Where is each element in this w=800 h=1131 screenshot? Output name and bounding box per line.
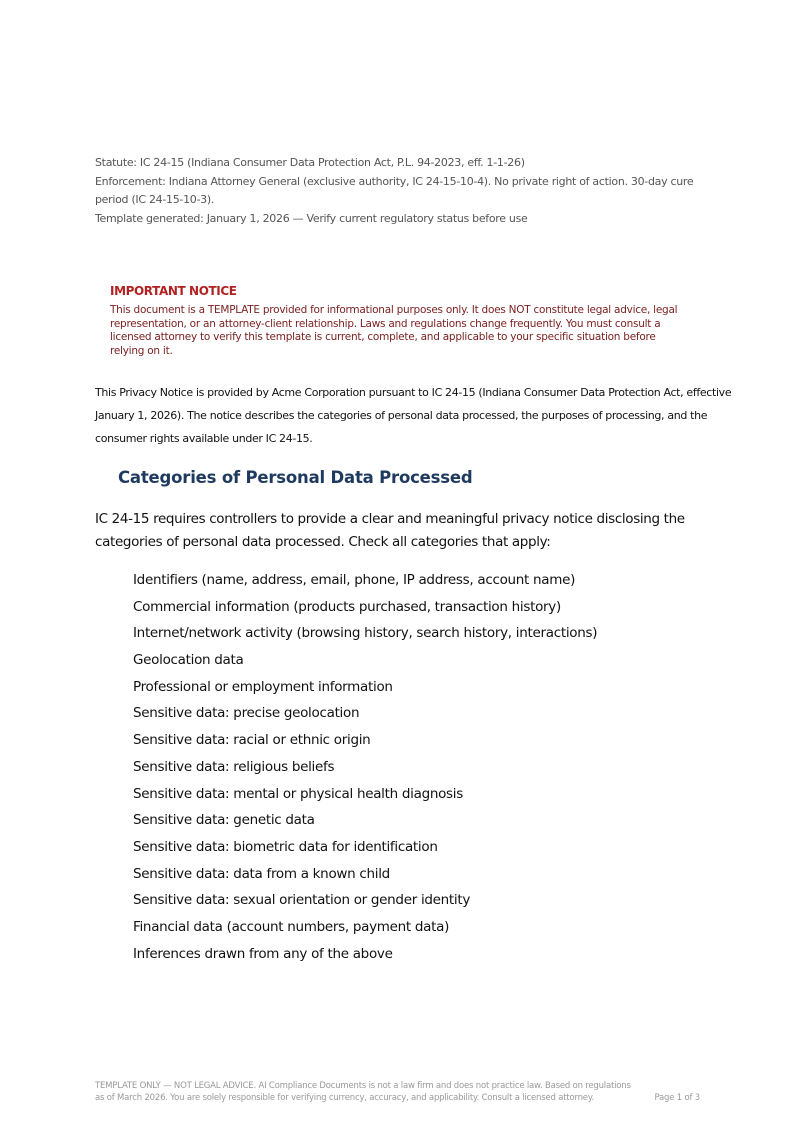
page-footer xyxy=(95,1080,705,1104)
category-list xyxy=(133,569,597,969)
category-item: Sensitive data: religious beliefs xyxy=(133,758,335,775)
enforcement-line: Enforcement: Indiana Attorney General (exclusive authority, IC 24-15-10-4). No private right of action. 30-day cure period (IC 24-15-10-3). xyxy=(95,174,694,206)
category-item: Inferences drawn from any of the above xyxy=(133,945,393,962)
category-item: Geolocation data xyxy=(133,652,244,669)
category-item: Sensitive data: biometric data for identification xyxy=(133,838,438,855)
category-item: Commercial information (products purchased, transaction history) xyxy=(133,598,561,615)
footer-disclaimer: TEMPLATE ONLY — NOT LEGAL ADVICE. AI Compliance Documents is not a law firm and does not practice law. Based on regulations as of March 2026. You are solely responsible for verifying currency, accuracy, and applicability. Consult a licensed attorney. xyxy=(95,1081,631,1103)
category-item: Professional or employment information xyxy=(133,678,393,695)
section-heading: Categories of Personal Data Processed xyxy=(118,468,473,487)
important-notice xyxy=(110,284,690,358)
category-item: Sensitive data: racial or ethnic origin xyxy=(133,732,371,749)
category-item: Sensitive data: sexual orientation or gender identity xyxy=(133,892,471,909)
notice-body: This document is a TEMPLATE provided for informational purposes only. It does NOT constitute legal advice, legal representation, or an attorney-client relationship. Laws and regulations change frequently. You must consult a licensed attorney to verify this template is current, complete, and applicable to your specific situation before relying on it. xyxy=(110,304,678,357)
statute-line: Statute: IC 24-15 (Indiana Consumer Data Protection Act, P.L. 94-2023, eff. 1-1-26) xyxy=(95,156,525,169)
section-intro: IC 24-15 requires controllers to provide a clear and meaningful privacy notice disclosing the categories of personal data processed. Check all categories that apply: xyxy=(95,511,685,550)
category-item: Sensitive data: genetic data xyxy=(133,812,315,829)
page-number: Page 1 of 3 xyxy=(654,1093,700,1103)
category-item: Financial data (account numbers, payment data) xyxy=(133,918,450,935)
category-item: Sensitive data: mental or physical health diagnosis xyxy=(133,785,463,802)
template-generated-line: Template generated: January 1, 2026 — Verify current regulatory status before use xyxy=(95,211,528,225)
category-item: Sensitive data: precise geolocation xyxy=(133,705,360,722)
category-item: Internet/network activity (browsing history, search history, interactions) xyxy=(133,625,598,642)
category-item: Identifiers (name, address, email, phone, IP address, account name) xyxy=(133,572,576,588)
document-metadata xyxy=(95,154,705,228)
notice-title: IMPORTANT NOTICE xyxy=(110,284,237,298)
category-item: Sensitive data: data from a known child xyxy=(133,865,390,882)
intro-paragraph: This Privacy Notice is provided by Acme Corporation pursuant to IC 24-15 (Indiana Consumer Data Protection Act, effective January 1, 2026). The notice describes the categories of personal data processed, the purposes of processing, and the consumer rights available under IC 24-15. xyxy=(95,386,732,445)
